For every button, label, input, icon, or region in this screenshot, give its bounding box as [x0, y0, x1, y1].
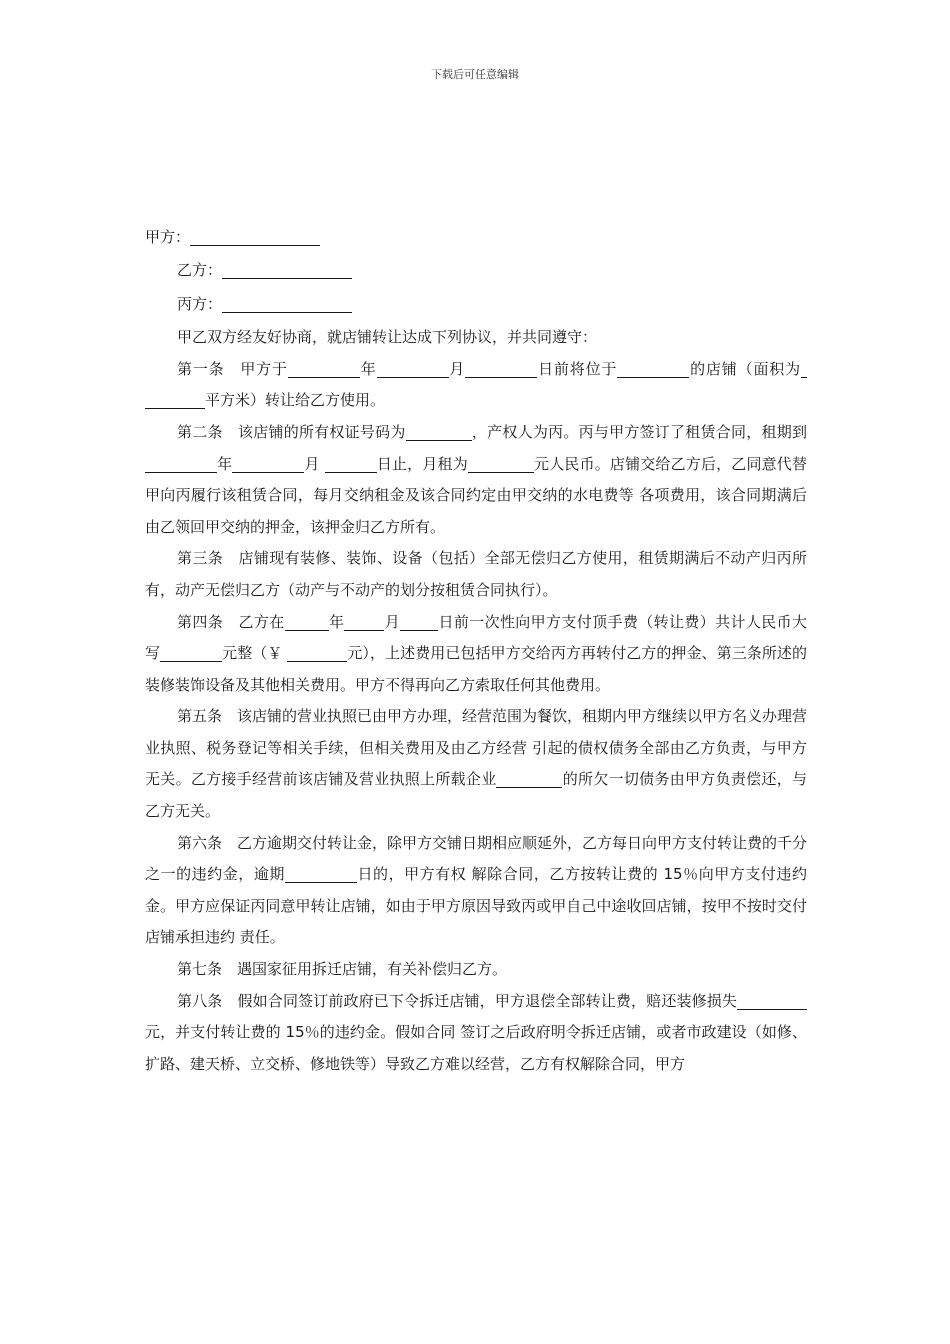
article-8-loss-blank-a[interactable]	[737, 991, 775, 1010]
article-2-text-4: 月	[304, 454, 325, 473]
article-1-text-1: 第一条 甲方于	[177, 359, 288, 378]
article-4-amount-figures-blank[interactable]	[287, 643, 347, 662]
article-7: 第七条 遇国家征用拆迁店铺，有关补偿归乙方。	[177, 960, 508, 979]
article-2-text-1: 第二条 该店铺的所有权证号码为	[177, 422, 406, 441]
party-b-label: 乙方：	[177, 261, 223, 280]
article-5-company-blank[interactable]	[496, 769, 562, 788]
article-4	[145, 607, 807, 702]
article-8-text-1: 第八条 假如合同签订前政府已下令拆迁店铺，甲方退偿全部转让费，赔还装修损失	[177, 991, 737, 1010]
article-6-text-1: 第六条 乙方逾期交付转让金，除甲方交铺日期相应顺延外，乙方每日向甲方支付转让费的千分之一的违约金，逾期	[145, 833, 808, 884]
article-4-month-blank[interactable]	[344, 612, 384, 631]
article-8	[145, 986, 807, 1081]
article-8-loss-blank-b[interactable]	[775, 991, 807, 1010]
article-1-area-blank-b[interactable]	[145, 390, 205, 409]
article-5-text-1: 第五条 该店铺的营业执照已由甲方办理，经营范围为餐饮，租期内甲方继续以甲方名义办理营业执照、税务登记等相关手续，但相关费用及由乙方经营 引起的债权债务全部由乙方负责，与甲方无关。乙方接手经营前该店铺及营业执照上所载企业	[145, 707, 808, 789]
article-2-text-5: 日止，月租为	[376, 454, 468, 473]
article-4-text-2: 年	[328, 612, 345, 631]
party-a-line	[145, 222, 807, 255]
article-2-cert-blank[interactable]	[406, 422, 472, 441]
article-1-area-blank-a[interactable]	[801, 359, 807, 378]
article-4-text-1: 第四条 乙方在	[177, 612, 285, 631]
article-4-text-6: 元），上述费用已包括甲方交给丙方再转付乙方的押金、第三条所述的装修装饰设备及其他相关费用。甲方不得再向乙方索取任何其他费用。	[145, 644, 807, 694]
party-c-label: 丙方：	[177, 294, 223, 313]
page-header: 下载后可任意编辑	[431, 68, 519, 81]
article-4-text-5: 元整（￥	[222, 644, 288, 663]
party-a-blank[interactable]	[190, 227, 320, 246]
party-b-blank[interactable]	[222, 260, 352, 279]
article-4-amount-words-blank[interactable]	[160, 643, 222, 662]
party-c-line	[145, 289, 807, 322]
party-c-blank[interactable]	[222, 294, 352, 313]
article-1-text-6: 平方米）转让给乙方使用。	[205, 391, 386, 410]
article-8-text-2: 元，并支付转让费的 15％的违约金。假如合同 签订之后政府明令拆迁店铺，或者市政建设（如修、扩路、建天桥、立交桥、修地铁等）导致乙方难以经营，乙方有权解除合同，甲方	[145, 1023, 807, 1073]
article-2	[145, 417, 807, 543]
article-3: 第三条 店铺现有装修、装饰、设备（包括）全部无偿归乙方使用，租赁期满后不动产归丙所有，动产无偿归乙方（动产与不动产的划分按租赁合同执行）。	[145, 549, 807, 599]
article-2-year-blank[interactable]	[145, 454, 217, 473]
article-2-day-blank[interactable]	[325, 454, 377, 473]
article-2-text-3: 年	[217, 454, 233, 473]
article-1-location-blank[interactable]	[617, 359, 689, 378]
article-1-text-5: 的店铺（面积为	[689, 359, 801, 378]
article-2-rent-blank[interactable]	[468, 454, 534, 473]
article-4-day-blank[interactable]	[400, 612, 438, 631]
article-4-year-blank[interactable]	[285, 612, 329, 631]
article-1-text-4: 日前将位于	[537, 359, 618, 378]
intro-paragraph: 甲乙双方经友好协商，就店铺转让达成下列协议，并共同遵守：	[177, 328, 598, 347]
article-6	[145, 828, 807, 954]
article-1-text-3: 月	[448, 359, 466, 378]
article-2-text-6: 元人民币。店铺交给乙方后，乙同意代替甲向丙履行该租赁合同，每月交纳租金及该合同约定由甲交纳的水电费等 各项费用，该合同期满后由乙领回甲交纳的押金，该押金归乙方所有。	[145, 454, 807, 536]
article-1-day-blank[interactable]	[465, 359, 537, 378]
contract-body	[145, 222, 807, 1080]
party-b-line	[145, 255, 807, 288]
article-1-year-blank[interactable]	[288, 359, 360, 378]
party-a-label: 甲方：	[145, 228, 191, 246]
article-4-text-4: 日前一次性向甲方支付顶手费（转让费）共计人民币大写	[145, 612, 807, 663]
article-6-days-blank[interactable]	[285, 864, 357, 883]
article-4-text-3: 月	[384, 612, 401, 631]
article-1	[145, 354, 807, 417]
article-5-text-2: 的所欠一切债务由甲方负责偿还，与乙方无关。	[145, 770, 807, 821]
article-5	[145, 701, 807, 827]
article-2-month-blank[interactable]	[232, 454, 304, 473]
article-1-text-2: 年	[359, 359, 377, 378]
article-1-month-blank[interactable]	[377, 359, 449, 378]
article-2-text-2: ，产权人为丙。丙与甲方签订了租赁合同，租期到	[471, 422, 807, 441]
article-6-text-2: 日的，甲方有权 解除合同，乙方按转让费的 15％向甲方支付违约金。甲方应保证丙同意甲转让店铺，如由于甲方原因导致丙或甲自己中途收回店铺，按甲不按时交付店铺承担违约 责任。	[145, 865, 807, 947]
